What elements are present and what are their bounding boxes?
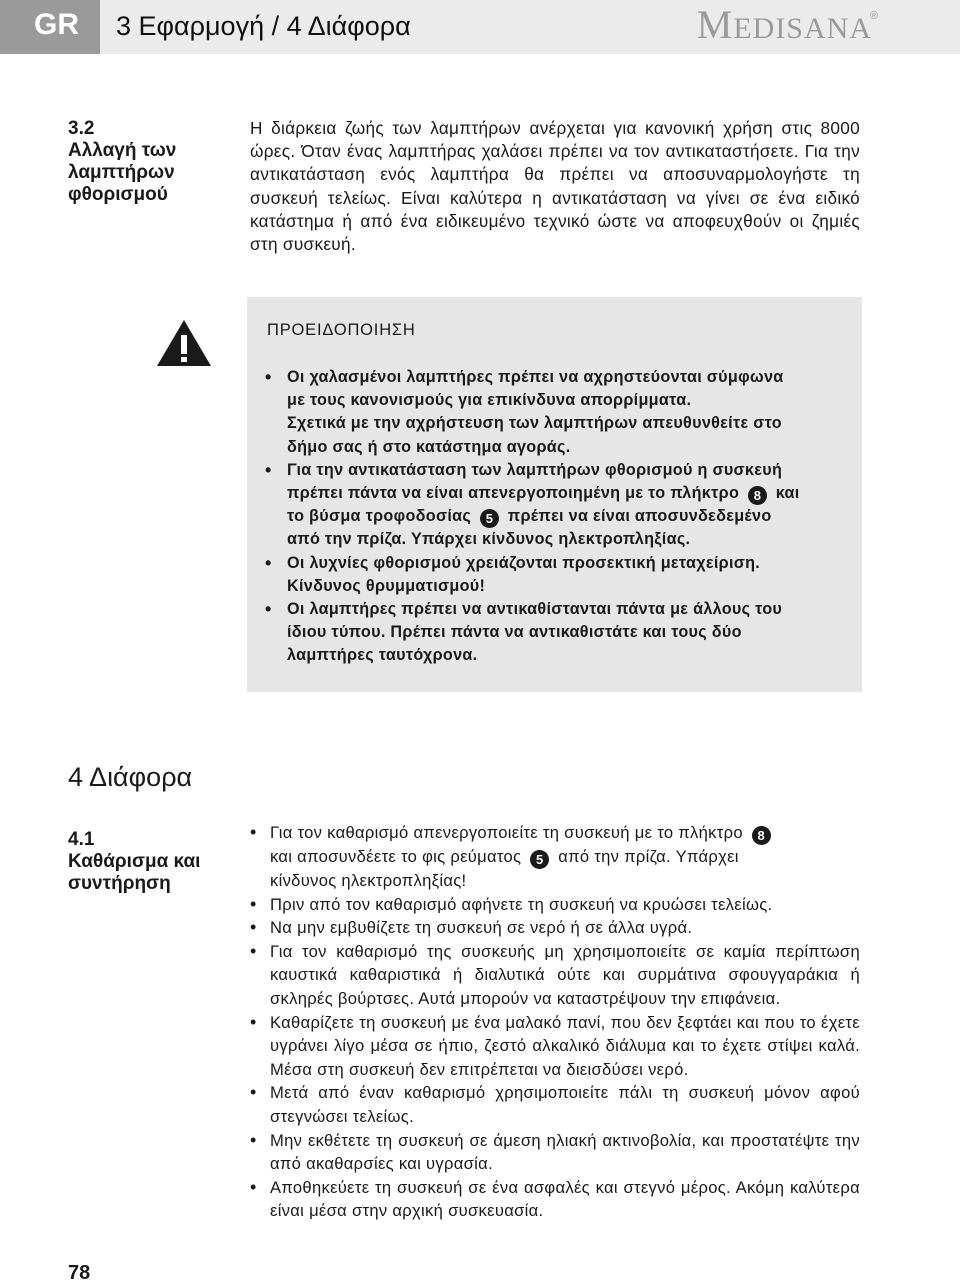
warning-item	[262, 552, 852, 598]
warning-title: ΠΡΟΕΙΔΟΠΟΙΗΣΗ	[267, 321, 416, 339]
warning-item	[262, 598, 852, 668]
section-heading-line: Καθάρισμα και	[68, 851, 201, 872]
cleaning-item	[250, 821, 860, 893]
warning-triangle-icon	[155, 318, 213, 368]
plug-number-5-icon: 5	[530, 850, 549, 869]
key-number-8-icon: 8	[748, 486, 767, 505]
cleaning-item: • Αποθηκεύετε τη συσκευή σε ένα ασφαλές και στεγνό μέρος. Ακόμη καλύτερα είναι μέσα στην αρχική συσκευασία.	[250, 1176, 860, 1223]
warning-item	[262, 459, 852, 552]
cleaning-item: • Να μην εμβυθίζετε τη συσκευή σε νερό ή σε άλλα υγρά.	[250, 916, 860, 940]
warning-item	[262, 366, 852, 459]
text-line: Σχετικά με την αχρήστευση των λαμπτήρων απευθυνθείτε στο	[287, 414, 782, 433]
section-3-2-heading	[68, 118, 176, 206]
brand-logo	[697, 4, 872, 50]
text-segment: πρέπει να είναι αποσυνδεδεμένο	[507, 507, 772, 526]
text-line: λαμπτήρες ταυτόχρονα.	[287, 646, 478, 665]
text-line: με τους κανονισμούς για επικίνδυνα απορρίμματα.	[287, 391, 692, 410]
cleaning-item: • Μην εκθέτετε τη συσκευή σε άμεση ηλιακή ακτινοβολία, και προστατέψτε την από ακαθαρσίες και υγρασία.	[250, 1129, 860, 1176]
registered-mark: ®	[869, 10, 878, 22]
text-segment: από την πρίζα. Υπάρχει	[558, 847, 739, 866]
text-line	[270, 821, 860, 845]
section-number: 3.2	[68, 118, 95, 139]
text-line	[287, 482, 852, 505]
warning-list	[262, 366, 852, 668]
section-3-2-body: Η διάρκεια ζωής των λαμπτήρων ανέρχεται για κανονική χρήση στις 8000 ώρες. Όταν ένας λαμπτήρας χαλάσει πρέπει να τον αντικαταστήσετε. Για την αντικατάσταση ενός λαμπτήρα θα πρέπει να αποσυναρμολογήστε τη συσκευή τελείως. Είναι καλύτερα η αντικατάσταση να γίνει σε ένα ειδικό κατάστημα ή από ένα ειδικευμένο τεχνικό ώστε να αποφευχθούν οι ζημιές στη συσκευή.	[250, 118, 860, 255]
text-segment: και	[775, 484, 800, 503]
cleaning-item: • Μετά από έναν καθαρισμό χρησιμοποιείτε πάλι τη συσκευή μόνον αφού στεγνώσει τελείως.	[250, 1081, 860, 1128]
text-segment: το βύσμα τροφοδοσίας	[287, 507, 472, 526]
text-line: ίδιου τύπου. Πρέπει πάντα να αντικαθιστάτε και τους δύο	[287, 623, 742, 642]
section-heading-line: συντήρηση	[68, 873, 171, 894]
brand-logo-initial: M	[696, 2, 734, 47]
text-line: • Για την αντικατάσταση των λαμπτήρων φθορισμού η συσκευή	[287, 460, 783, 479]
cleaning-list	[250, 821, 860, 1223]
text-line	[287, 505, 852, 528]
page-header	[0, 0, 960, 54]
text-line	[270, 845, 860, 869]
plug-number-5-icon: 5	[480, 509, 499, 528]
text-segment: και αποσυνδέετε το φις ρεύματος	[270, 847, 522, 866]
header-title: 3 Εφαρμογή / 4 Διάφορα	[116, 11, 411, 41]
text-segment: Για τον καθαρισμό απενεργοποιείτε τη συσκευή με το πλήκτρο	[270, 823, 743, 842]
section-heading-line: φθορισμού	[68, 184, 168, 205]
language-badge: GR	[0, 0, 100, 54]
cleaning-item: • Για τον καθαρισμό της συσκευής μη χρησιμοποιείτε σε καμία περίπτωση καυστικά καθαριστικά ή διαλυτικά ούτε και συρμάτινα σφουγγαράκια ή σκληρές βούρτσες. Αυτά μπορούν να καταστρέψουν την επιφάνεια.	[250, 940, 860, 1011]
text-line: • Οι λυχνίες φθορισμού χρειάζονται προσεκτική μεταχείριση.	[287, 553, 761, 572]
page-number: 78	[68, 1262, 91, 1283]
text-line: κίνδυνος ηλεκτροπληξίας!	[270, 871, 467, 890]
cleaning-item: • Καθαρίζετε τη συσκευή με ένα μαλακό πανί, που δεν ξεφτάει και που το έχετε υγράνει λίγο μέσα σε ήπιο, ζεστό αλκαλικό διάλυμα και το έχετε στίψει καλά. Μέσα στη συσκευή δεν επιτρέπεται να διεισδύσει νερό.	[250, 1011, 860, 1082]
text-line: δήμο σας ή στο κατάστημα αγοράς.	[287, 437, 571, 456]
key-number-8-icon: 8	[752, 826, 771, 845]
brand-logo-rest: EDISANA	[733, 12, 872, 45]
text-segment: πρέπει πάντα να είναι απενεργοποιημένη με το πλήκτρο	[287, 484, 740, 503]
text-line: Κίνδυνος θρυμματισμού!	[287, 576, 486, 595]
section-heading-line: λαμπτήρων	[68, 162, 175, 183]
section-4-1-heading	[68, 829, 200, 895]
text-line: • Οι λαμπτήρες πρέπει να αντικαθίστανται πάντα με άλλους του	[287, 600, 783, 619]
section-heading-line: Αλλαγή των	[68, 140, 177, 161]
section-4-title: 4 Διάφορα	[68, 762, 193, 792]
cleaning-item: • Πριν από τον καθαρισμό αφήνετε τη συσκευή να κρυώσει τελείως.	[250, 893, 860, 917]
section-number: 4.1	[68, 829, 95, 850]
text-line: από την πρίζα. Υπάρχει κίνδυνος ηλεκτροπληξίας.	[287, 530, 691, 549]
text-line: • Οι χαλασμένοι λαμπτήρες πρέπει να αχρηστεύονται σύμφωνα	[287, 368, 784, 386]
